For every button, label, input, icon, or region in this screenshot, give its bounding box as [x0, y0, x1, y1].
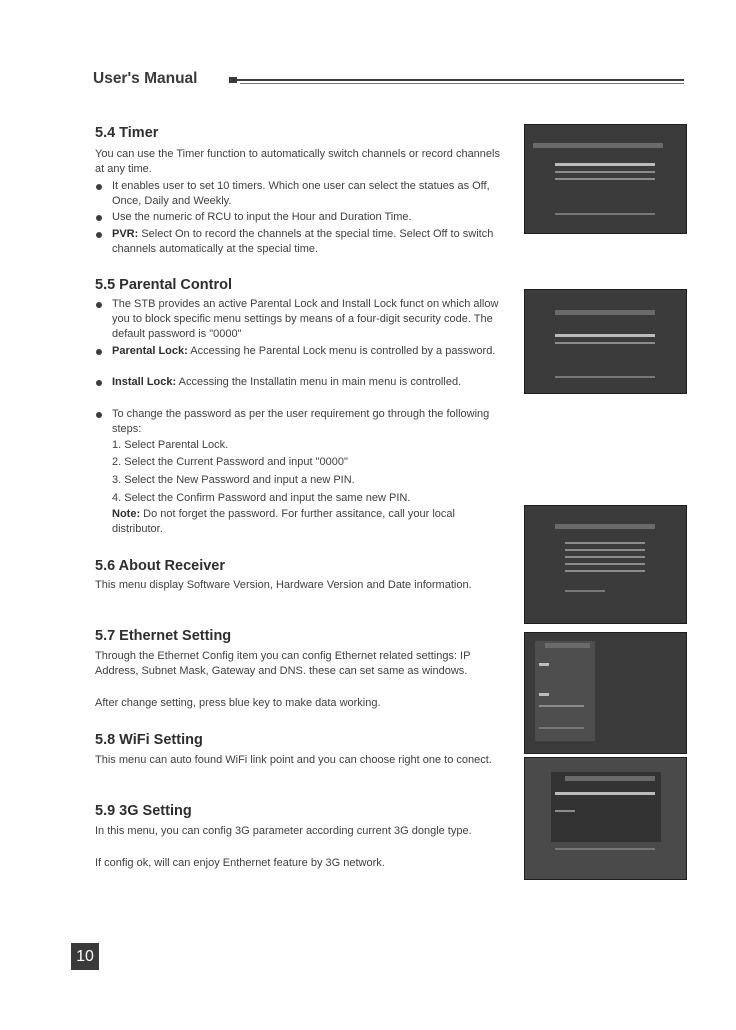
page-number: 10	[71, 943, 99, 970]
wifi-menu-screenshot	[524, 757, 687, 880]
bullet-icon	[96, 349, 102, 355]
header-rule	[229, 79, 684, 81]
header-rule-thin	[240, 83, 684, 84]
timer-title: 5.4 Timer	[95, 125, 159, 141]
parental-bullet-lock: Parental Lock: Accessing he Parental Lock menu is controlled by a password.	[95, 344, 510, 359]
ethernet-text-2: After change setting, press blue key to make data working.	[95, 697, 381, 709]
about-text: This menu display Software Version, Hardware Version and Date information.	[95, 579, 472, 591]
bullet-icon	[96, 215, 102, 221]
manual-title: User's Manual	[93, 70, 198, 87]
parental-bullet-4: To change the password as per the user requirement go through the following steps:	[95, 407, 510, 437]
timer-intro: You can use the Timer function to automatically switch channels or record channels at any time.	[95, 148, 500, 175]
parental-step-3: 3. Select the New Password and input a new PIN.	[112, 474, 355, 486]
bullet-icon	[96, 412, 102, 418]
parental-bullet-1: The STB provides an active Parental Lock and Install Lock funct on which allow you to block specific menu settings by means of a four-digit security code. The default password is "0000"	[95, 297, 510, 342]
bullet-icon	[96, 232, 102, 238]
ethernet-title: 5.7 Ethernet Setting	[95, 628, 232, 644]
bullet-icon	[96, 380, 102, 386]
timer-menu-screenshot	[524, 124, 687, 234]
timer-bullet-pvr: PVR: Select On to record the channels at the special time. Select Off to switch channels automatically at the special time.	[95, 227, 510, 257]
about-title: 5.6 About Receiver	[95, 558, 226, 574]
ethernet-text-1: Through the Ethernet Config item you can config Ethernet related settings: IP Address, Subnet Mask, Gateway and DNS. these can set same as windows.	[95, 650, 471, 677]
parental-step-1: 1. Select Parental Lock.	[112, 439, 229, 451]
timer-bullet-1: It enables user to set 10 timers. Which one user can select the statues as Off, Once, Daily and Weekly.	[95, 179, 510, 209]
bullet-icon	[96, 184, 102, 190]
parental-step-4: 4. Select the Confirm Password and input the same new PIN.	[112, 492, 411, 504]
parental-step-2: 2. Select the Current Password and input "0000"	[112, 456, 348, 468]
timer-bullet-2: Use the numeric of RCU to input the Hour and Duration Time.	[95, 210, 510, 225]
parental-note: Note: Do not forget the password. For further assitance, call your local distributor.	[112, 508, 455, 535]
3g-title: 5.9 3G Setting	[95, 803, 192, 819]
3g-text-1: In this menu, you can config 3G parameter according current 3G dongle type.	[95, 825, 472, 837]
about-menu-screenshot	[524, 505, 687, 624]
parental-bullet-install: Install Lock: Accessing the Installatin menu in main menu is controlled.	[95, 375, 510, 390]
wifi-text: This menu can auto found WiFi link point and you can choose right one to conect.	[95, 754, 492, 766]
wifi-title: 5.8 WiFi Setting	[95, 732, 203, 748]
ethernet-menu-screenshot	[524, 632, 687, 754]
parental-menu-screenshot	[524, 289, 687, 394]
3g-text-2: If config ok, will can enjoy Enthernet feature by 3G network.	[95, 857, 385, 869]
parental-title: 5.5 Parental Control	[95, 277, 232, 293]
bullet-icon	[96, 302, 102, 308]
